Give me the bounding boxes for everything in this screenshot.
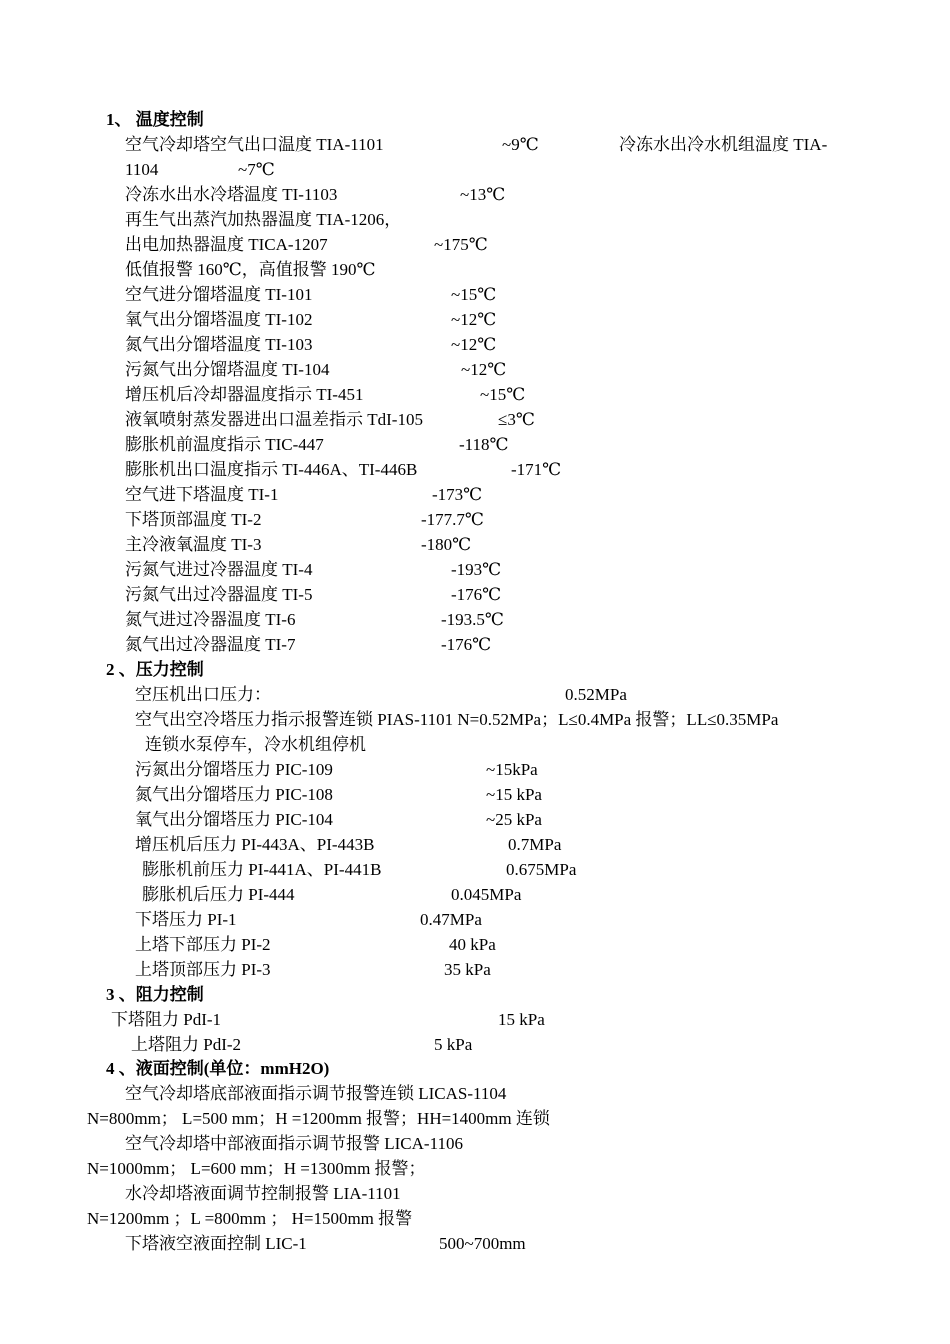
item-label: 下塔压力 PI-1 [135, 910, 237, 929]
item-label: N=1200mm ；L =800mm ； H=1500mm 报警 [87, 1209, 413, 1228]
item-label: N=800mm； L=500 mm；H =1200mm 报警；HH=1400mm 连锁 [87, 1109, 550, 1128]
item-label: 下塔液空液面控制 LIC-1 [125, 1234, 307, 1253]
section-heading-pressure: 2 、压力控制 [106, 660, 204, 679]
item-value: -173℃ [432, 485, 483, 504]
item-value: 500~700mm [439, 1234, 526, 1253]
item-label: 1104 [125, 160, 159, 179]
item-value: ~15kPa [486, 760, 538, 779]
item-value: 0.52MPa [565, 685, 627, 704]
item-value: ~175℃ [434, 235, 488, 254]
item-label: 氮气进过冷器温度 TI-6 [125, 610, 296, 629]
item-label: 氮气出过冷器温度 TI-7 [125, 635, 296, 654]
item-label: 空压机出口压力： [135, 685, 271, 704]
item-label: 空气冷却塔底部液面指示调节报警连锁 LICAS-1104 [125, 1084, 507, 1103]
item-value: ≤3℃ [498, 410, 535, 429]
item-label: 液氧喷射蒸发器进出口温差指示 TdI-105 [125, 410, 423, 429]
item-label: 连锁水泵停车，冷水机组停机 [145, 735, 366, 754]
item-label: 氧气出分馏塔压力 PIC-104 [135, 810, 333, 829]
item-value: -193.5℃ [441, 610, 504, 629]
item-value: ~12℃ [451, 310, 497, 329]
item-label: 再生气出蒸汽加热器温度 TIA-1206， [125, 210, 402, 229]
item-value: 40 kPa [449, 935, 496, 954]
section-heading-temperature: 1、 温度控制 [106, 110, 204, 129]
item-value: 5 kPa [434, 1035, 473, 1054]
item-label: 空气出空冷塔压力指示报警连锁 PIAS-1101 N=0.52MPa；L≤0.4MPa 报警；LL≤0.35MPa [135, 710, 779, 729]
item-value: ~25 kPa [486, 810, 542, 829]
item-value: ~15℃ [480, 385, 526, 404]
item-label: 氮气出分馏塔温度 TI-103 [125, 335, 313, 354]
item-label: 水冷却塔液面调节控制报警 LIA-1101 [125, 1184, 401, 1203]
section-heading-resistance: 3 、阻力控制 [106, 985, 204, 1004]
item-label: 下塔顶部温度 TI-2 [125, 510, 262, 529]
item-label: 空气冷却塔空气出口温度 TIA-1101 [125, 135, 384, 154]
item-value: -171℃ [511, 460, 562, 479]
item-label: 冷冻水出水冷塔温度 TI-1103 [125, 185, 338, 204]
item-label: 上塔顶部压力 PI-3 [135, 960, 271, 979]
item-value: 0.47MPa [420, 910, 482, 929]
item-label: N=1000mm； L=600 mm；H =1300mm 报警； [87, 1159, 426, 1178]
item-value: ~12℃ [451, 335, 497, 354]
item-value: ~7℃ [238, 160, 275, 179]
section-heading-level: 4 、液面控制(单位：mmH2O) [106, 1059, 330, 1078]
item-label: 污氮气出过冷器温度 TI-5 [125, 585, 313, 604]
item-label: 增压机后压力 PI-443A、PI-443B [135, 835, 375, 854]
item-label: 膨胀机出口温度指示 TI-446A、TI-446B [125, 460, 418, 479]
item-label: 空气进下塔温度 TI-1 [125, 485, 279, 504]
item-value: -176℃ [451, 585, 502, 604]
item-label: 出电加热器温度 TICA-1207 [125, 235, 328, 254]
item-value: -180℃ [421, 535, 472, 554]
item-value: 0.675MPa [506, 860, 577, 879]
item-value: -118℃ [459, 435, 509, 454]
item-value: 0.045MPa [451, 885, 522, 904]
item-value: 35 kPa [444, 960, 491, 979]
item-value: -193℃ [451, 560, 502, 579]
item-value: ~15℃ [451, 285, 497, 304]
item-value: ~9℃ [502, 135, 539, 154]
item-label: 上塔阻力 PdI-2 [131, 1035, 242, 1054]
item-label: 污氮气出分馏塔温度 TI-104 [125, 360, 330, 379]
item-value: -177.7℃ [421, 510, 484, 529]
item-label: 膨胀机后压力 PI-444 [142, 885, 295, 904]
item-label: 空气进分馏塔温度 TI-101 [125, 285, 313, 304]
item-label: 空气冷却塔中部液面指示调节报警 LICA-1106 [125, 1134, 463, 1153]
item-label: 上塔下部压力 PI-2 [135, 935, 271, 954]
item-value: 0.7MPa [508, 835, 562, 854]
item-label: 低值报警 160℃，高值报警 190℃ [125, 260, 376, 279]
item-value: 15 kPa [498, 1010, 545, 1029]
item-label: 下塔阻力 PdI-1 [111, 1010, 222, 1029]
item-label: 膨胀机前温度指示 TIC-447 [125, 435, 324, 454]
item-label: 增压机后冷却器温度指示 TI-451 [125, 385, 364, 404]
item-label: 冷冻水出冷水机组温度 TIA- [619, 135, 828, 154]
item-label: 污氮气进过冷器温度 TI-4 [125, 560, 313, 579]
item-label: 氮气出分馏塔压力 PIC-108 [135, 785, 333, 804]
item-label: 氧气出分馏塔温度 TI-102 [125, 310, 313, 329]
item-value: ~12℃ [461, 360, 507, 379]
item-value: -176℃ [441, 635, 492, 654]
item-value: ~15 kPa [486, 785, 542, 804]
item-label: 污氮出分馏塔压力 PIC-109 [135, 760, 333, 779]
item-label: 主冷液氧温度 TI-3 [125, 535, 262, 554]
item-label: 膨胀机前压力 PI-441A、PI-441B [142, 860, 382, 879]
item-value: ~13℃ [460, 185, 506, 204]
